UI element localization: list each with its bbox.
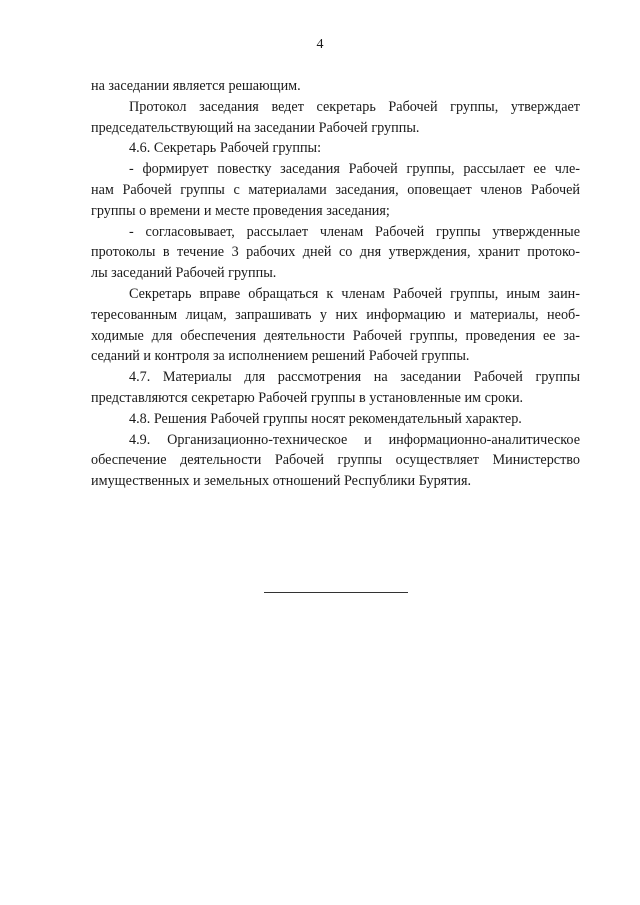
text-line: ходимые для обеспечения деятельности Рабочей группы, проведения ее за-	[91, 327, 580, 344]
text-line: 4.7. Материалы для рассмотрения на заседании Рабочей группы	[129, 369, 580, 386]
end-separator-line	[264, 592, 408, 593]
text-line: - согласовывает, рассылает членам Рабочей группы утвержденные	[129, 223, 580, 240]
text-line: седаний и контроля за исполнением решений Рабочей группы.	[91, 348, 470, 365]
text-line: 4.8. Решения Рабочей группы носят рекомендательный характер.	[129, 410, 522, 427]
document-body	[91, 76, 580, 492]
text-line: 4.6. Секретарь Рабочей группы:	[129, 140, 322, 157]
text-line: представляются секретарю Рабочей группы в установленные им сроки.	[91, 389, 524, 406]
text-line: - формирует повестку заседания Рабочей группы, рассылает ее чле-	[129, 161, 580, 178]
paragraph-4-7	[91, 367, 580, 409]
text-line: группы о времени и месте проведения заседания;	[91, 202, 390, 219]
paragraph-approval	[91, 222, 580, 284]
text-line: лы заседаний Рабочей группы.	[91, 265, 277, 282]
paragraph-protocol	[91, 97, 580, 139]
paragraph-agenda	[91, 159, 580, 221]
paragraph-4-6-heading	[91, 138, 580, 159]
text-line: обеспечение деятельности Рабочей группы осуществляет Министерство	[91, 452, 580, 469]
text-line: нам Рабочей группы с материалами заседания, оповещает членов Рабочей	[91, 181, 580, 198]
paragraph-meeting-decision	[91, 76, 580, 97]
paragraph-secretary-rights	[91, 284, 580, 367]
text-line: на заседании является решающим.	[91, 78, 301, 94]
text-line: 4.9. Организационно-техническое и информационно-аналитическое	[129, 431, 580, 448]
paragraph-4-8	[91, 409, 580, 430]
text-line: протоколы в течение 3 рабочих дней со дня утверждения, хранит протоко-	[91, 244, 580, 261]
text-line: Секретарь вправе обращаться к членам Рабочей группы, иным заин-	[129, 285, 580, 302]
text-line: тересованным лицам, запрашивать у них информацию и материалы, необ-	[91, 306, 580, 323]
paragraph-4-9	[91, 430, 580, 492]
page-number: 4	[316, 37, 324, 52]
text-line: Протокол заседания ведет секретарь Рабочей группы, утверждает	[129, 98, 580, 115]
text-line: председательствующий на заседании Рабочей группы.	[91, 119, 420, 136]
text-line: имущественных и земельных отношений Республики Бурятия.	[91, 473, 472, 490]
